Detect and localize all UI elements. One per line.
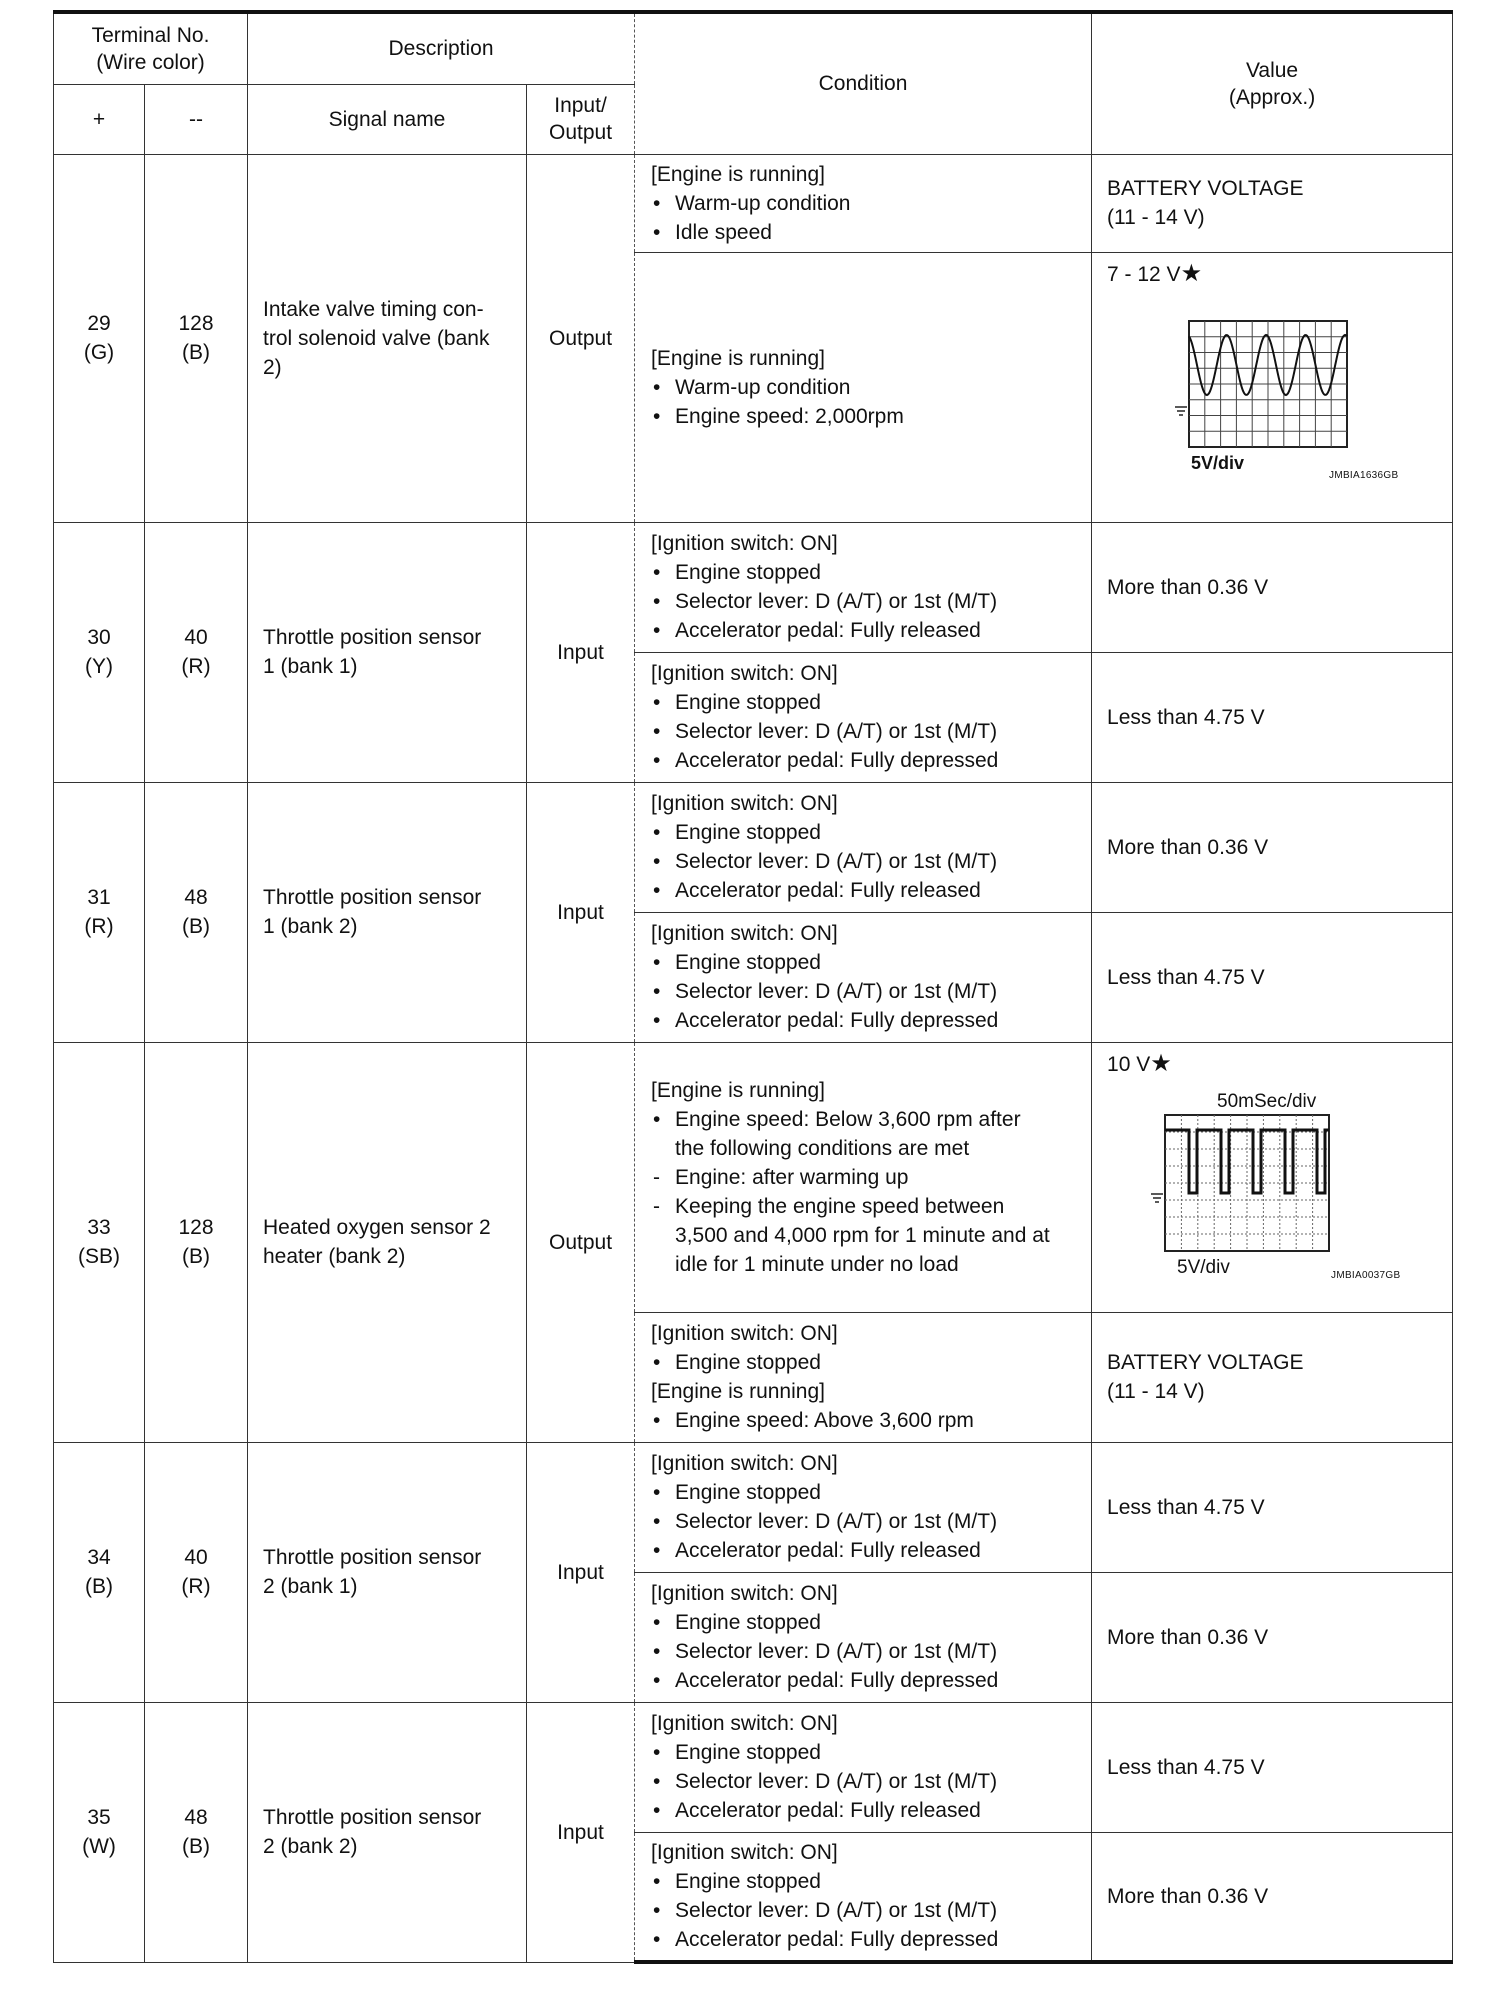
ground-icon	[1175, 407, 1187, 415]
signal-name-line: 2 (bank 1)	[263, 1575, 358, 1598]
signal-name-line: 1 (bank 2)	[263, 915, 358, 938]
condition-line: the following conditions are met	[675, 1136, 970, 1160]
signal-name	[248, 782, 527, 1042]
condition-line: • Selector lever: D (A/T) or 1st (M/T)	[651, 847, 1081, 876]
signal-name-line: Throttle position sensor	[263, 1546, 482, 1569]
condition-line: • Engine stopped	[651, 818, 1081, 847]
terminal-plus-number: 33	[87, 1216, 111, 1239]
star-icon: ★	[1150, 1049, 1172, 1077]
io-header	[527, 84, 635, 154]
condition-header: Condition	[635, 12, 1092, 154]
figure-code: JMBIA1636GB	[1329, 469, 1399, 481]
condition-line: • Engine stopped	[651, 558, 1081, 587]
terminal-minus	[145, 154, 248, 522]
figure-code: JMBIA0037GB	[1331, 1269, 1401, 1281]
io-label-output: Output	[548, 121, 613, 144]
condition-cell	[635, 1702, 1092, 1832]
value-text: (11 - 14 V)	[1107, 206, 1205, 229]
condition-line: [Engine is running]	[651, 1380, 825, 1403]
signal-name	[248, 1042, 527, 1442]
value-text: Less than 4.75 V	[1107, 705, 1265, 729]
signal-name-line: trol solenoid valve (bank	[263, 326, 490, 350]
plus-header: +	[54, 84, 145, 154]
condition-line: • Selector lever: D (A/T) or 1st (M/T)	[651, 1896, 1081, 1925]
value-cell	[1092, 1312, 1453, 1442]
condition-line: • Warm-up condition	[651, 189, 1081, 218]
value-text: BATTERY VOLTAGE	[1107, 177, 1304, 200]
condition-line: • Accelerator pedal: Fully depressed	[651, 1006, 1081, 1035]
value-with-waveform	[1107, 1049, 1452, 1079]
value-cell	[1092, 782, 1453, 912]
value-cell	[1092, 912, 1453, 1042]
condition-line: [Engine is running]	[651, 162, 825, 186]
io-type: Input	[527, 1702, 635, 1962]
condition-line: • Engine stopped	[651, 948, 1081, 977]
signal-name	[248, 1702, 527, 1962]
terminal-no-header	[54, 12, 248, 84]
terminal-plus-wire-color: (SB)	[78, 1245, 120, 1268]
terminal-minus-number: 48	[184, 1806, 208, 1829]
terminal-minus-number: 40	[184, 1546, 208, 1569]
terminal-plus	[54, 1042, 145, 1442]
condition-cell	[635, 252, 1092, 522]
condition-line: • Accelerator pedal: Fully released	[651, 1536, 1081, 1565]
description-header: Description	[248, 12, 635, 84]
condition-cell	[635, 522, 1092, 652]
waveform-scope	[1107, 289, 1407, 489]
condition-line: • Selector lever: D (A/T) or 1st (M/T)	[651, 977, 1081, 1006]
io-type: Output	[527, 1042, 635, 1442]
condition-cell	[635, 1442, 1092, 1572]
condition-line: • Selector lever: D (A/T) or 1st (M/T)	[651, 587, 1081, 616]
signal-name-line: 2 (bank 2)	[263, 1835, 358, 1858]
value-cell	[1092, 522, 1453, 652]
terminal-plus	[54, 154, 145, 522]
signal-name	[248, 154, 527, 522]
terminal-plus-number: 35	[87, 1806, 111, 1829]
signal-name-line: 2)	[263, 355, 282, 379]
terminal-plus	[54, 782, 145, 1042]
terminal-minus	[145, 1442, 248, 1702]
condition-line: • Warm-up condition	[651, 373, 1081, 402]
terminal-plus-wire-color: (G)	[83, 341, 115, 364]
condition-cell	[635, 652, 1092, 782]
terminal-minus-wire-color: (R)	[181, 1575, 211, 1598]
terminal-plus-wire-color: (B)	[85, 1575, 113, 1598]
condition-line: - Keeping the engine speed between	[651, 1192, 1081, 1221]
condition-line: • Selector lever: D (A/T) or 1st (M/T)	[651, 1767, 1081, 1796]
terminal-plus	[54, 1702, 145, 1962]
approx-label: (Approx.)	[1228, 85, 1316, 109]
terminal-minus-wire-color: (B)	[182, 1835, 210, 1858]
value-text: BATTERY VOLTAGE	[1107, 1351, 1304, 1374]
terminal-minus-wire-color: (R)	[181, 655, 211, 678]
signal-name-line: Throttle position sensor	[263, 886, 482, 909]
condition-cell	[635, 154, 1092, 252]
signal-name-line: Intake valve timing con-	[263, 297, 484, 321]
condition-line: • Engine speed: Above 3,600 rpm	[651, 1406, 1081, 1435]
terminal-plus-number: 31	[87, 886, 111, 909]
condition-line: [Ignition switch: ON]	[651, 922, 838, 945]
signal-name-line: Heated oxygen sensor 2	[263, 1216, 491, 1239]
condition-line: • Engine stopped	[651, 1867, 1081, 1896]
terminal-minus	[145, 1702, 248, 1962]
io-type: Output	[527, 154, 635, 522]
terminal-plus-wire-color: (W)	[82, 1835, 116, 1858]
condition-line: [Ignition switch: ON]	[651, 1322, 838, 1345]
signal-name-line: heater (bank 2)	[263, 1245, 406, 1268]
condition-line: • Accelerator pedal: Fully released	[651, 1796, 1081, 1825]
io-type: Input	[527, 782, 635, 1042]
terminal-plus-wire-color: (R)	[84, 915, 114, 938]
condition-cell	[635, 1042, 1092, 1312]
condition-line: • Accelerator pedal: Fully released	[651, 616, 1081, 645]
signal-name-line: Throttle position sensor	[263, 626, 482, 649]
value-label: Value	[1245, 58, 1299, 82]
scope-scale-label: 5V/div	[1177, 1256, 1230, 1278]
condition-line: • Accelerator pedal: Fully depressed	[651, 1925, 1081, 1954]
condition-line: • Engine stopped	[651, 1738, 1081, 1767]
condition-line: 3,500 and 4,000 rpm for 1 minute and at	[675, 1223, 1050, 1247]
condition-line: [Ignition switch: ON]	[651, 792, 838, 815]
value-cell	[1092, 1702, 1453, 1832]
io-label-input: Input/	[554, 94, 607, 117]
value-cell	[1092, 1042, 1453, 1312]
terminal-minus	[145, 782, 248, 1042]
signal-name-line: 1 (bank 1)	[263, 655, 358, 678]
table-body	[54, 154, 1453, 1962]
value-text: More than 0.36 V	[1107, 575, 1269, 599]
condition-line: [Ignition switch: ON]	[651, 662, 838, 685]
condition-line: • Accelerator pedal: Fully depressed	[651, 746, 1081, 775]
condition-line: [Engine is running]	[651, 346, 825, 370]
condition-line: [Ignition switch: ON]	[651, 532, 838, 555]
scope-scale-label: 5V/div	[1191, 452, 1245, 473]
terminal-minus-number: 48	[184, 886, 208, 909]
terminal-minus	[145, 1042, 248, 1442]
io-type: Input	[527, 1442, 635, 1702]
terminal-plus-number: 29	[87, 312, 111, 335]
condition-line: idle for 1 minute under no load	[675, 1252, 959, 1276]
waveform-scope	[1107, 1079, 1407, 1279]
terminal-plus	[54, 522, 145, 782]
value-header	[1092, 12, 1453, 154]
minus-header: --	[145, 84, 248, 154]
condition-cell	[635, 912, 1092, 1042]
condition-line: [Ignition switch: ON]	[651, 1841, 838, 1865]
condition-line: • Engine stopped	[651, 1348, 1081, 1377]
signal-name-header: Signal name	[248, 84, 527, 154]
signal-name	[248, 522, 527, 782]
signal-name-line: Throttle position sensor	[263, 1806, 482, 1829]
condition-line: • Selector lever: D (A/T) or 1st (M/T)	[651, 717, 1081, 746]
wire-color-label: (Wire color)	[96, 50, 205, 74]
terminal-plus-wire-color: (Y)	[85, 655, 113, 678]
terminal-minus	[145, 522, 248, 782]
terminal-minus-number: 128	[178, 1216, 214, 1239]
condition-line: • Idle speed	[651, 218, 1081, 247]
condition-line: [Ignition switch: ON]	[651, 1582, 838, 1605]
terminal-plus-number: 34	[87, 1546, 111, 1569]
value-text: Less than 4.75 V	[1107, 1755, 1265, 1779]
ground-icon	[1151, 1194, 1163, 1202]
condition-cell	[635, 1312, 1092, 1442]
value-cell	[1092, 1572, 1453, 1702]
condition-line: • Engine speed: 2,000rpm	[651, 402, 1081, 431]
condition-cell	[635, 1572, 1092, 1702]
condition-line: • Accelerator pedal: Fully depressed	[651, 1666, 1081, 1695]
terminal-minus-wire-color: (B)	[182, 341, 210, 364]
condition-line: [Ignition switch: ON]	[651, 1452, 838, 1475]
value-text: Less than 4.75 V	[1107, 1495, 1265, 1519]
terminal-minus-wire-color: (B)	[182, 915, 210, 938]
condition-line: • Engine stopped	[651, 1608, 1081, 1637]
condition-cell	[635, 1832, 1092, 1962]
terminal-minus-number: 40	[184, 626, 208, 649]
terminal-minus-number: 128	[178, 312, 214, 335]
condition-line: • Engine stopped	[651, 688, 1081, 717]
terminal-minus-wire-color: (B)	[182, 1245, 210, 1268]
condition-line: [Engine is running]	[651, 1078, 825, 1102]
value-with-waveform	[1107, 259, 1452, 289]
value-text: More than 0.36 V	[1107, 1625, 1269, 1649]
signal-name	[248, 1442, 527, 1702]
condition-line: • Selector lever: D (A/T) or 1st (M/T)	[651, 1637, 1081, 1666]
value-cell	[1092, 1442, 1453, 1572]
condition-line: • Engine stopped	[651, 1478, 1081, 1507]
condition-line: • Selector lever: D (A/T) or 1st (M/T)	[651, 1507, 1081, 1536]
value-text: Less than 4.75 V	[1107, 965, 1265, 989]
condition-cell	[635, 782, 1092, 912]
star-icon: ★	[1180, 259, 1203, 287]
io-type: Input	[527, 522, 635, 782]
condition-line: - Engine: after warming up	[651, 1163, 1081, 1192]
value-text: 7 - 12 V	[1107, 262, 1181, 286]
value-text: More than 0.36 V	[1107, 1884, 1269, 1908]
value-cell	[1092, 252, 1453, 522]
sine-waveform-plot	[1107, 289, 1407, 489]
value-cell	[1092, 652, 1453, 782]
value-text: More than 0.36 V	[1107, 835, 1269, 859]
value-text: 10 V	[1107, 1052, 1151, 1076]
value-text: (11 - 14 V)	[1107, 1380, 1205, 1403]
condition-line: [Ignition switch: ON]	[651, 1712, 838, 1735]
terminal-plus-number: 30	[87, 626, 111, 649]
terminal-table	[53, 10, 1453, 1964]
value-cell	[1092, 1832, 1453, 1962]
condition-line: • Engine speed: Below 3,600 rpm after	[651, 1105, 1081, 1134]
value-cell	[1092, 154, 1453, 252]
terminal-no-label: Terminal No.	[91, 23, 210, 47]
scope-time-label: 50mSec/div	[1217, 1090, 1317, 1112]
terminal-plus	[54, 1442, 145, 1702]
condition-line: • Accelerator pedal: Fully released	[651, 876, 1081, 905]
